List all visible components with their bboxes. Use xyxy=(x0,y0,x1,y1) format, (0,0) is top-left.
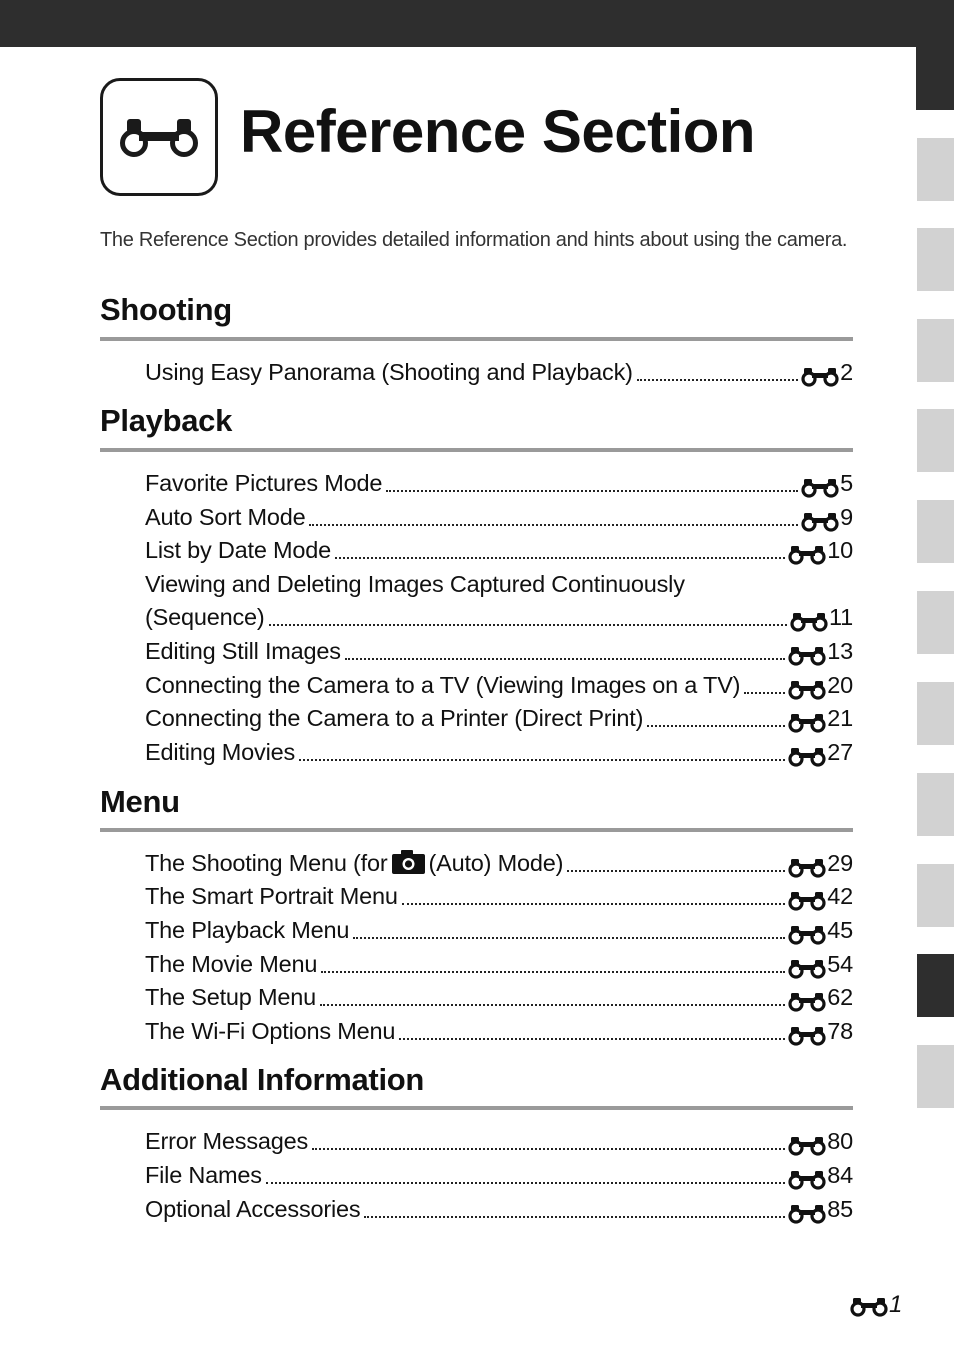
leader-dots xyxy=(269,624,788,626)
leader-dots xyxy=(364,1216,785,1218)
leader-dots xyxy=(312,1148,785,1150)
leader-dots xyxy=(353,937,785,939)
page-number xyxy=(850,1290,902,1320)
reference-icon xyxy=(790,607,828,627)
reference-icon xyxy=(801,507,839,527)
leader-dots xyxy=(309,524,798,526)
toc-entry-label: Connecting the Camera to a Printer (Direct Print) xyxy=(145,705,644,731)
toc-entry-page: 54 xyxy=(827,951,853,977)
leader-dots xyxy=(266,1182,785,1184)
section-tab-active xyxy=(917,954,954,1017)
toc-entry-label: Connecting the Camera to a TV (Viewing Images on a TV) xyxy=(145,672,741,698)
section-tab xyxy=(917,228,954,291)
section-rule xyxy=(100,828,853,832)
reference-icon xyxy=(788,987,826,1007)
toc-entry-page: 78 xyxy=(827,1018,853,1044)
toc-entry-page: 85 xyxy=(827,1196,853,1222)
reference-icon xyxy=(801,362,839,382)
top-bar xyxy=(0,0,954,47)
toc-entry-label-before: The Shooting Menu (for xyxy=(145,850,388,876)
reference-icon xyxy=(788,708,826,728)
toc-entry[interactable] xyxy=(145,355,853,389)
toc-entry[interactable] xyxy=(145,500,853,534)
section-tab xyxy=(917,500,954,563)
camera-icon xyxy=(392,849,425,873)
toc-entry[interactable] xyxy=(145,1158,853,1192)
toc-entry-page: 84 xyxy=(827,1162,853,1188)
leader-dots xyxy=(320,1004,785,1006)
toc-entry-label: List by Date Mode xyxy=(145,537,331,563)
toc-entry[interactable] xyxy=(145,1124,853,1158)
section-rule xyxy=(100,448,853,452)
reference-icon xyxy=(788,742,826,762)
leader-dots xyxy=(637,379,798,381)
section-heading-additional-information: Additional Information xyxy=(100,1062,425,1097)
reference-icon xyxy=(788,853,826,873)
toc-entry-page: 13 xyxy=(827,638,853,664)
section-tab xyxy=(917,1045,954,1108)
toc-entry-label: The Playback Menu xyxy=(145,917,350,943)
leader-dots xyxy=(402,903,786,905)
toc-entry-label: Using Easy Panorama (Shooting and Playback) xyxy=(145,359,633,385)
section-tab xyxy=(917,864,954,927)
toc-entry-label: The Wi-Fi Options Menu xyxy=(145,1018,396,1044)
toc-entry[interactable] xyxy=(145,1014,853,1048)
toc-entry-label: File Names xyxy=(145,1162,262,1188)
toc-entry-label: Favorite Pictures Mode xyxy=(145,470,383,496)
leader-dots xyxy=(567,870,785,872)
toc-entry-page: 2 xyxy=(840,359,853,385)
toc-entry[interactable] xyxy=(145,879,853,913)
section-rule xyxy=(100,1106,853,1110)
reference-icon xyxy=(788,886,826,906)
section-tab xyxy=(917,773,954,836)
section-heading-shooting: Shooting xyxy=(100,292,232,327)
toc-entry[interactable] xyxy=(145,466,853,500)
toc-entry-label: Error Messages xyxy=(145,1128,309,1154)
toc-entry[interactable] xyxy=(145,701,853,735)
toc-entry-label: The Setup Menu xyxy=(145,984,316,1010)
leader-dots xyxy=(345,658,785,660)
section-tab xyxy=(917,409,954,472)
toc-entry-label: The Movie Menu xyxy=(145,951,318,977)
reference-icon xyxy=(788,1131,826,1151)
toc-entry-page: 21 xyxy=(827,705,853,731)
toc-entry[interactable] xyxy=(145,600,853,634)
toc-entry-page: 10 xyxy=(827,537,853,563)
section-tab xyxy=(917,682,954,745)
toc-entry-label: (Sequence) xyxy=(145,604,265,630)
toc-entry-page: 9 xyxy=(840,504,853,530)
leader-dots xyxy=(399,1038,785,1040)
section-heading-playback: Playback xyxy=(100,403,233,438)
toc-entry-label: Optional Accessories xyxy=(145,1196,361,1222)
leader-dots xyxy=(386,490,798,492)
toc-entry[interactable] xyxy=(145,533,853,567)
section-tab-top xyxy=(916,47,954,110)
reference-icon xyxy=(788,540,826,560)
section-tab xyxy=(917,319,954,382)
toc-entry[interactable] xyxy=(145,1192,853,1226)
toc-entry-page: 42 xyxy=(827,883,853,909)
toc-entry[interactable] xyxy=(145,634,853,668)
toc-entry-page: 29 xyxy=(827,850,853,876)
section-heading-menu: Menu xyxy=(100,784,180,819)
reference-icon xyxy=(788,675,826,695)
reference-icon xyxy=(788,954,826,974)
leader-dots xyxy=(321,971,785,973)
reference-icon xyxy=(850,1295,888,1315)
reference-icon xyxy=(788,920,826,940)
leader-dots xyxy=(744,692,785,694)
leader-dots xyxy=(647,725,785,727)
toc-entry-page: 11 xyxy=(829,604,853,630)
toc-entry[interactable] xyxy=(145,980,853,1014)
toc-entry-page: 20 xyxy=(827,672,853,698)
toc-entry[interactable] xyxy=(145,947,853,981)
toc-entry-label: Auto Sort Mode xyxy=(145,504,306,530)
binoculars-icon xyxy=(100,78,218,196)
toc-entry[interactable] xyxy=(145,735,853,769)
reference-icon xyxy=(801,473,839,493)
reference-icon xyxy=(788,1199,826,1219)
page-number-value: 1 xyxy=(889,1291,903,1318)
toc-entry[interactable] xyxy=(145,668,853,702)
toc-entry-label: Editing Still Images xyxy=(145,638,341,664)
toc-entry-label: Editing Movies xyxy=(145,739,296,765)
reference-icon xyxy=(788,1021,826,1041)
toc-entry-page: 5 xyxy=(840,470,853,496)
section-tab xyxy=(917,591,954,654)
section-tab xyxy=(917,138,954,201)
leader-dots xyxy=(335,557,785,559)
toc-entry-label-after: (Auto) Mode) xyxy=(428,850,564,876)
toc-entry-label: The Smart Portrait Menu xyxy=(145,883,398,909)
toc-entry-label xyxy=(145,846,563,880)
reference-icon xyxy=(788,641,826,661)
toc-entry-label-line1[interactable]: Viewing and Deleting Images Captured Continuously xyxy=(145,571,685,597)
toc-entry-page: 62 xyxy=(827,984,853,1010)
reference-icon xyxy=(788,1165,826,1185)
leader-dots xyxy=(299,759,785,761)
section-rule xyxy=(100,337,853,341)
intro-text: The Reference Section provides detailed information and hints about using the camera. xyxy=(100,229,848,251)
toc-entry-page: 45 xyxy=(827,917,853,943)
toc-entry-page: 27 xyxy=(827,739,853,765)
toc-entry-page: 80 xyxy=(827,1128,853,1154)
page-title: Reference Section xyxy=(240,98,756,165)
toc-entry[interactable] xyxy=(145,846,853,880)
toc-entry[interactable] xyxy=(145,913,853,947)
